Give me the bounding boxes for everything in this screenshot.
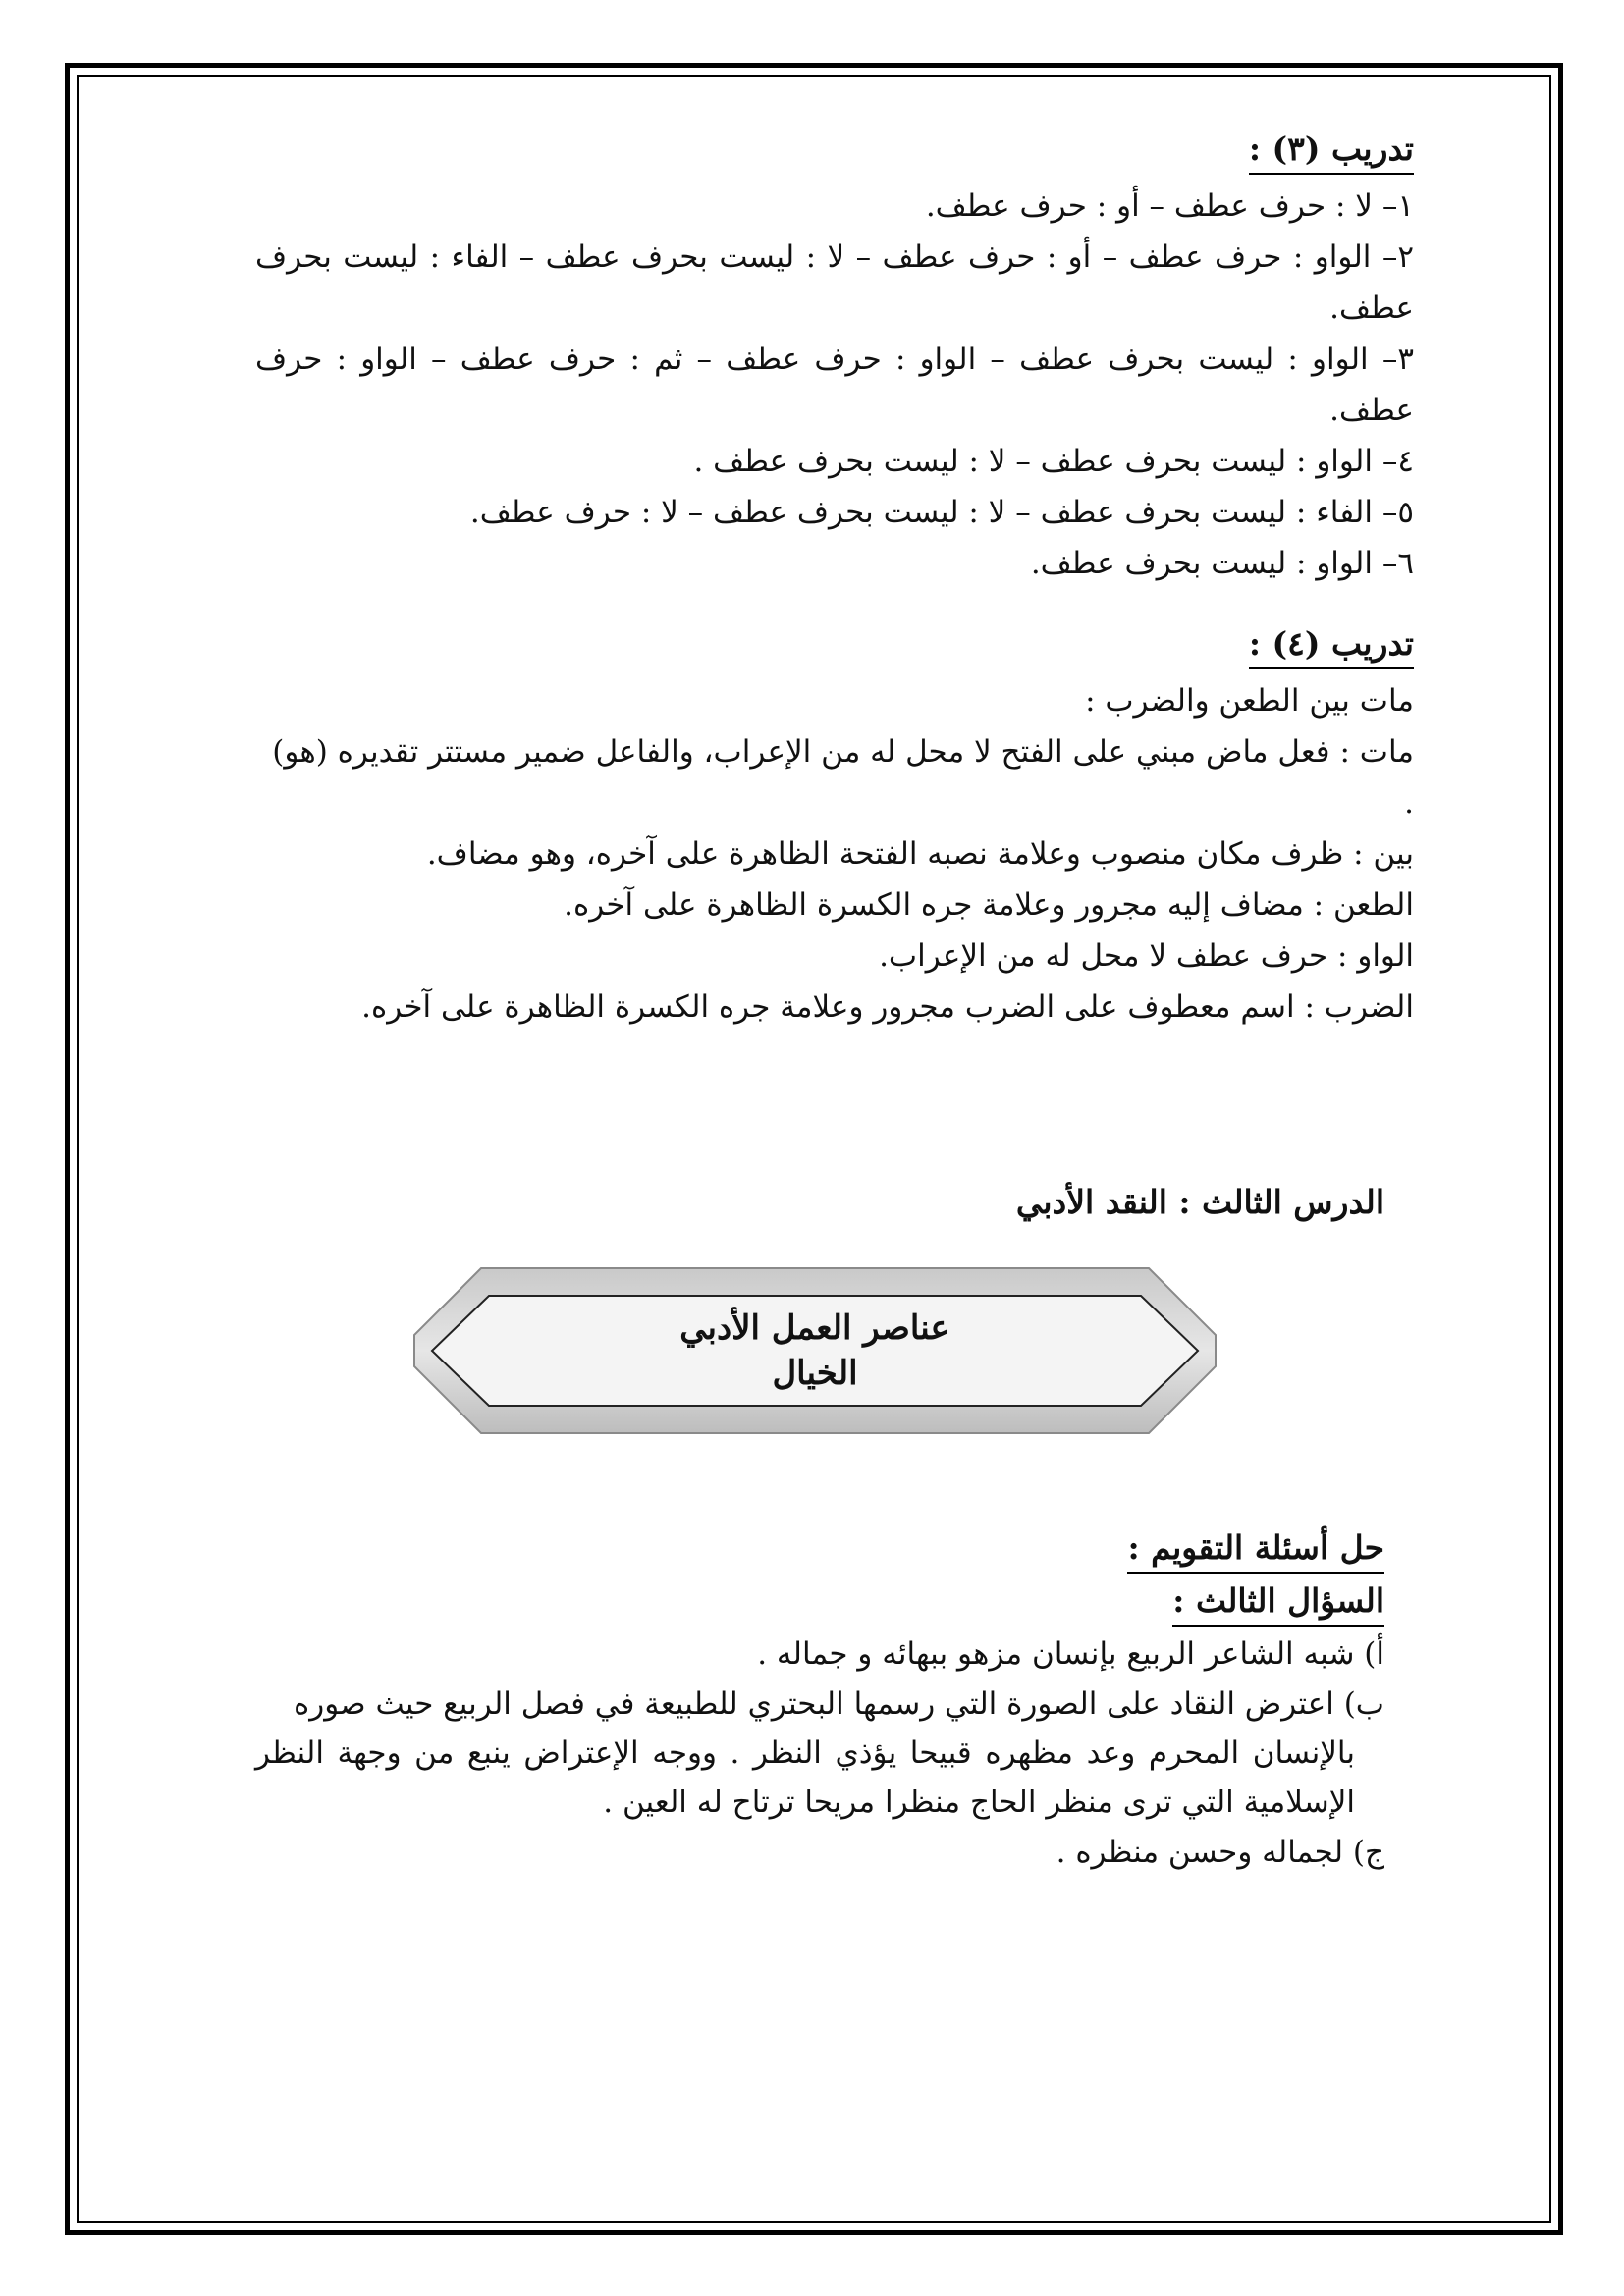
answer-b-first-line: ب) اعترض النقاد على الصورة التي رسمها البحتري للطبيعة في فصل الربيع حيث صوره bbox=[294, 1686, 1384, 1722]
training-4-section bbox=[255, 622, 1414, 1033]
answer-c: ج) لجماله وحسن منظره . bbox=[1056, 1835, 1384, 1870]
training-4-item: مات بين الطعن والضرب : bbox=[1085, 683, 1414, 719]
training-4-item: الواو : حرف عطف لا محل له من الإعراب. bbox=[879, 938, 1414, 974]
training-4-item: بين : ظرف مكان منصوب وعلامة نصبه الفتحة الظاهرة على آخره، وهو مضاف. bbox=[426, 836, 1414, 872]
training-4-item: الطعن : مضاف إليه مجرور وعلامة جره الكسرة الظاهرة على آخره. bbox=[564, 887, 1414, 923]
banner-line-1: عناصر العمل الأدبي bbox=[679, 1308, 950, 1348]
training-4-item: مات : فعل ماض مبني على الفتح لا محل له من الإعراب، والفاعل ضمير مستتر تقديره (هو) . bbox=[272, 734, 1414, 821]
banner-title bbox=[412, 1306, 1218, 1396]
training-3-item: ٥– الفاء : ليست بحرف عطف – لا : ليست بحرف عطف – لا : حرف عطف. bbox=[469, 495, 1414, 530]
lesson-title: الدرس الثالث : النقد الأدبي bbox=[1015, 1183, 1384, 1221]
answer-b-continuation: بالإنسان المحرم وعد مظهره قبيحا يؤذي النظر . ووجه الإعتراض ينبع من وجهة النظر الإسلامية التي ترى منظر الحاج منظرا مريحا ترتاح له العين . bbox=[255, 1735, 1355, 1820]
training-3-item: ٦– الواو : ليست بحرف عطف. bbox=[1030, 546, 1414, 581]
page-content bbox=[255, 128, 1414, 1225]
training-3-item: ٤– الواو : ليست بحرف عطف – لا : ليست بحرف عطف . bbox=[693, 444, 1414, 479]
training-3-heading: تدريب (٣) : bbox=[1249, 128, 1414, 175]
training-3-item: ٣– الواو : ليست بحرف عطف – الواو : حرف عطف – ثم : حرف عطف – الواو : حرف عطف. bbox=[255, 342, 1414, 428]
training-3-item: ١– لا : حرف عطف – أو : حرف عطف. bbox=[925, 188, 1414, 224]
topic-banner bbox=[412, 1266, 1218, 1435]
evaluation-content bbox=[255, 1526, 1414, 1878]
question-3-heading: السؤال الثالث : bbox=[1172, 1579, 1384, 1627]
training-4-item: الضرب : اسم معطوف على الضرب مجرور وعلامة جره الكسرة الظاهرة على آخره. bbox=[361, 989, 1414, 1025]
answer-a: أ) شبه الشاعر الربيع بإنسان مزهو ببهائه و جماله . bbox=[757, 1636, 1384, 1672]
lesson-section bbox=[255, 1180, 1414, 1225]
evaluation-heading: حل أسئلة التقويم : bbox=[1127, 1526, 1384, 1574]
training-3-section bbox=[255, 128, 1414, 589]
training-3-item: ٢– الواو : حرف عطف – أو : حرف عطف – لا : ليست بحرف عطف – الفاء : ليست بحرف عطف. bbox=[255, 240, 1414, 326]
training-4-heading: تدريب (٤) : bbox=[1249, 622, 1414, 669]
banner-line-2: الخيال bbox=[772, 1354, 858, 1393]
